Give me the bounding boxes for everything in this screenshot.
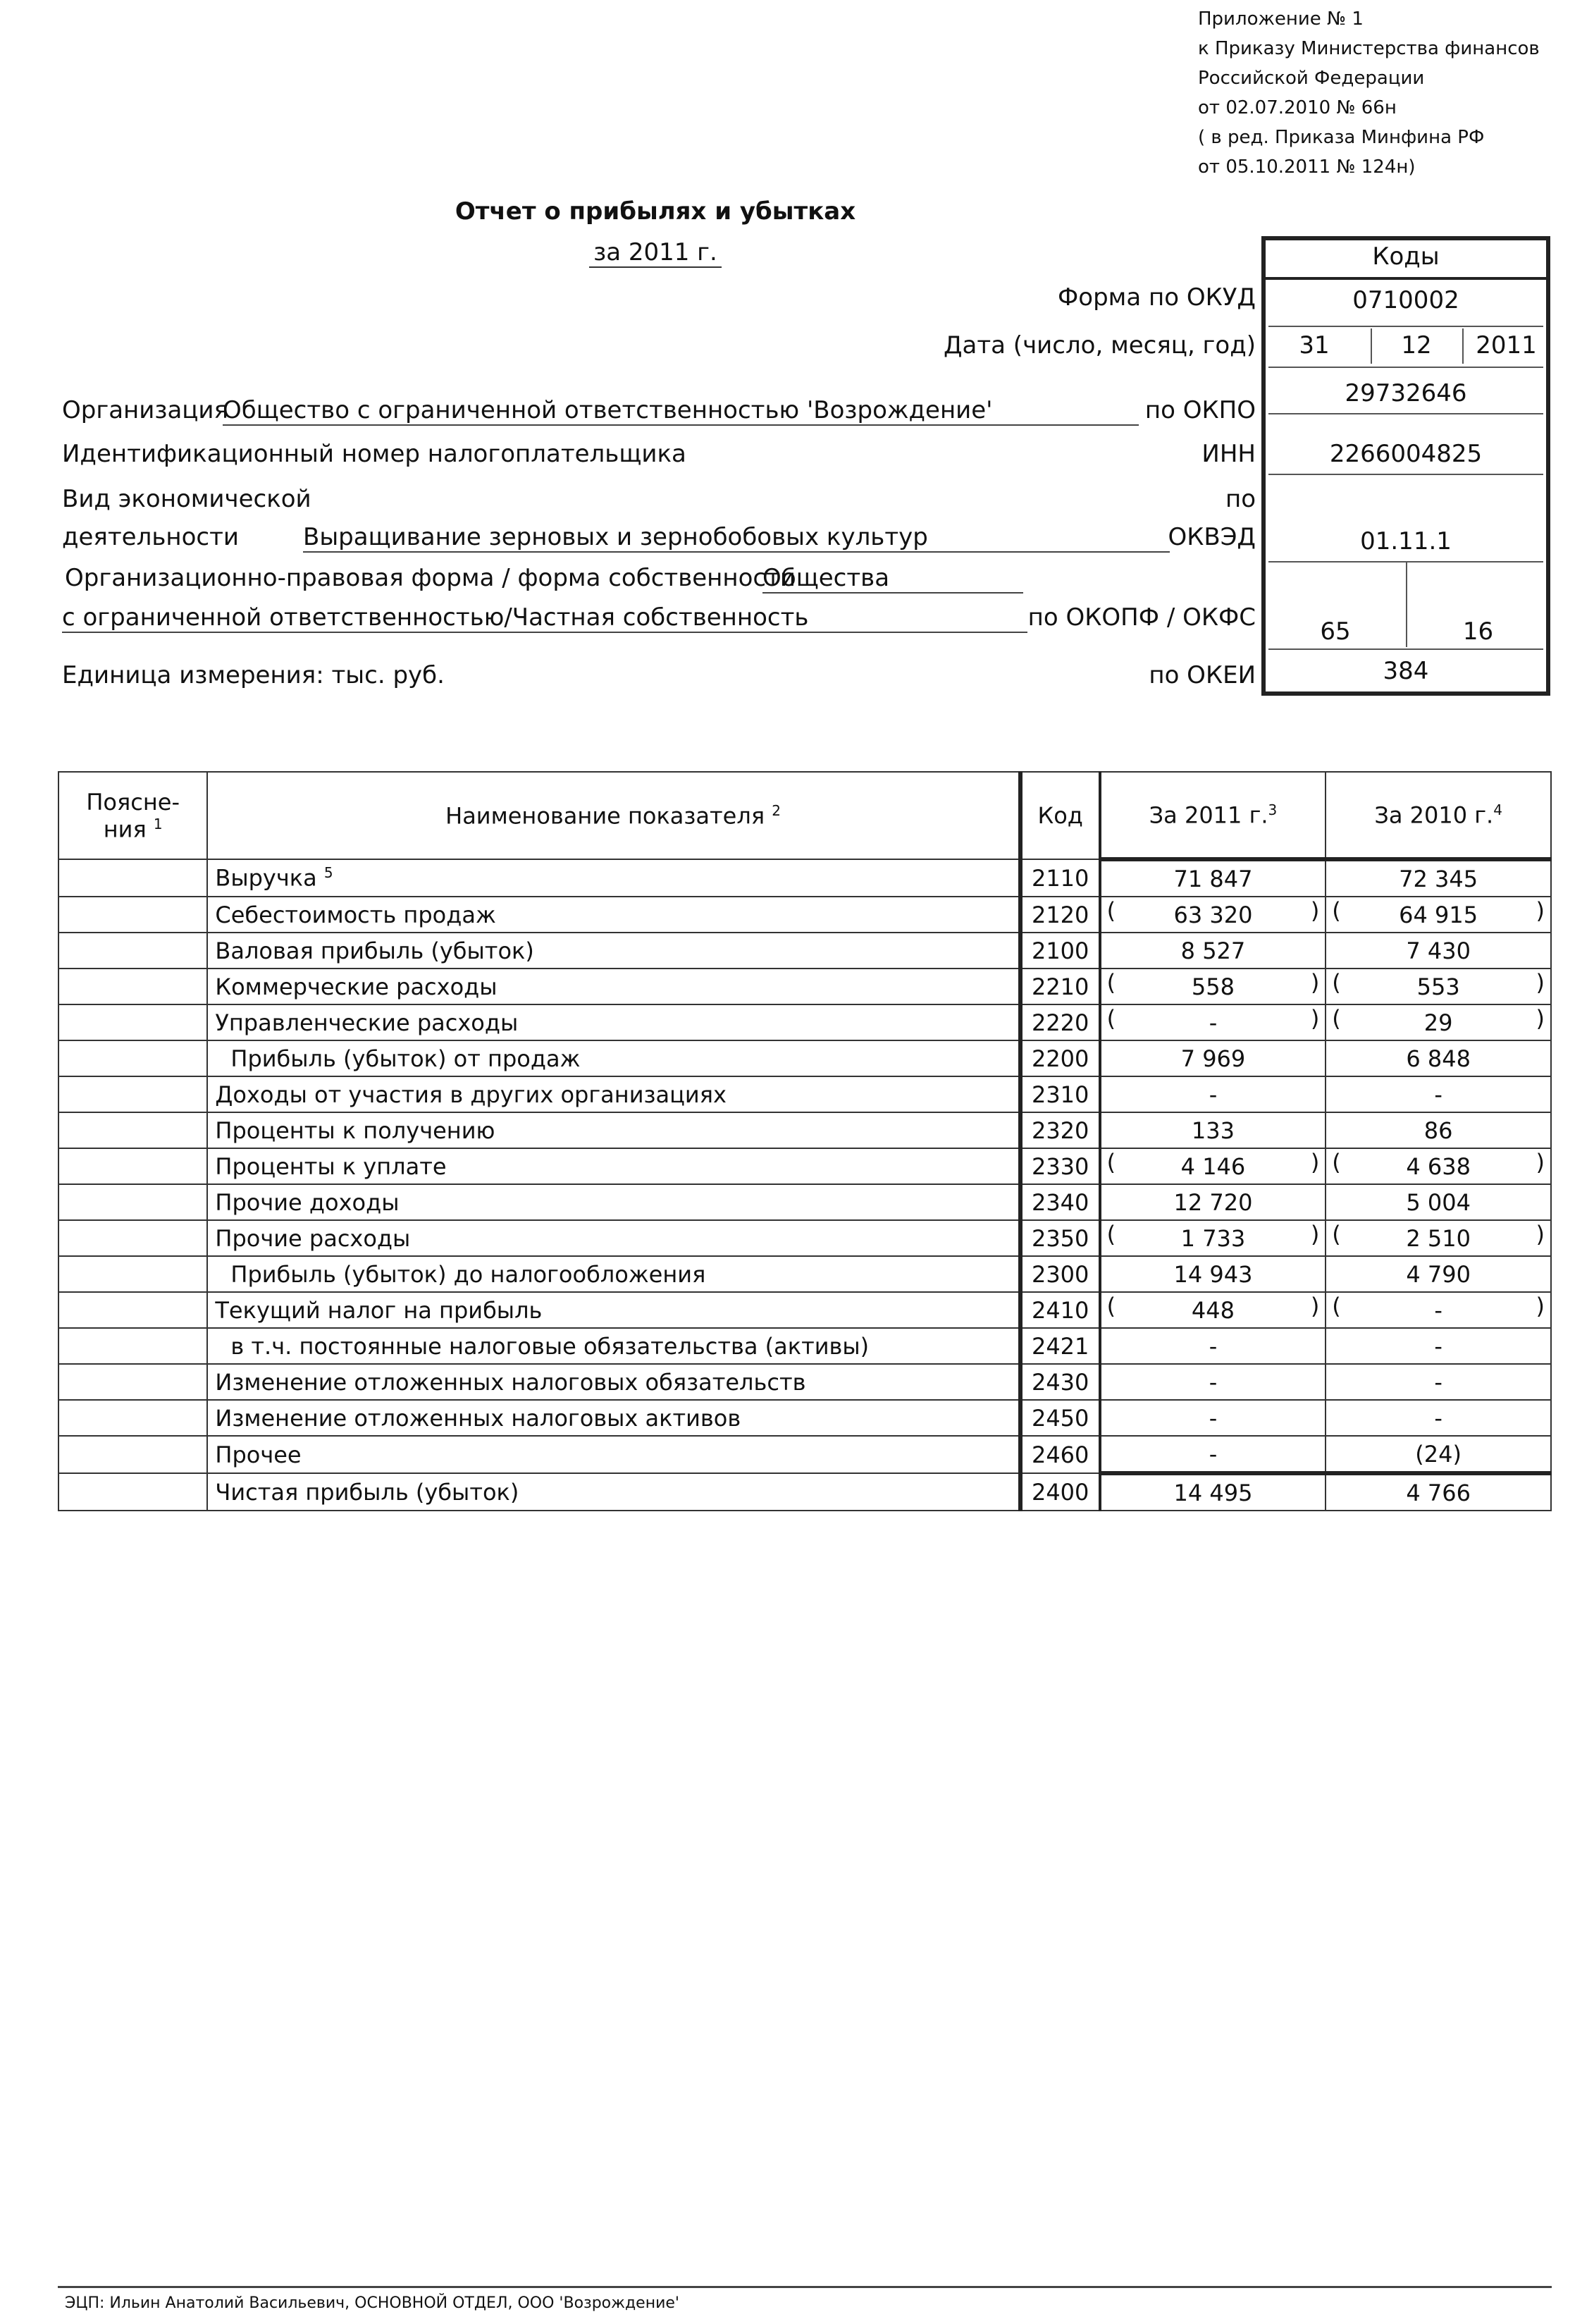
- value-text: (24): [1415, 1440, 1462, 1468]
- value-text: -: [1209, 1332, 1218, 1360]
- unit-label: Единица измерения: тыс. руб.: [62, 661, 445, 689]
- okved-value: 01.11.1: [1360, 527, 1452, 555]
- note-cell: [58, 859, 207, 897]
- line-code: 2450: [1020, 1400, 1100, 1436]
- okei-label: по ОКЕИ: [1149, 661, 1256, 689]
- paren: (: [1106, 1221, 1116, 1248]
- value-text: 29: [1423, 1009, 1453, 1036]
- value-text: 133: [1191, 1117, 1235, 1144]
- indicator-name: [207, 1292, 1020, 1328]
- appendix-line: от 02.07.2010 № 66н: [1198, 97, 1397, 118]
- note-cell: [58, 1040, 207, 1076]
- indicator-name: [207, 1473, 1020, 1511]
- line-code: 2340: [1020, 1184, 1100, 1220]
- value-text: 7 430: [1406, 937, 1471, 964]
- value-previous: [1326, 1112, 1551, 1148]
- value-current: [1100, 1436, 1326, 1473]
- indicator-name: [207, 1364, 1020, 1400]
- footer-divider: [58, 2286, 1552, 2288]
- indicator-name-text: Чистая прибыль (убыток): [215, 1478, 519, 1506]
- table-row: [58, 1112, 1551, 1148]
- table-row: [58, 1220, 1551, 1256]
- value-text: 12 720: [1173, 1188, 1253, 1216]
- indicator-name: [207, 1112, 1020, 1148]
- line-code: 2410: [1020, 1292, 1100, 1328]
- inn-label: Идентификационный номер налогоплательщика: [62, 440, 686, 468]
- table-row: [58, 1364, 1551, 1400]
- line-code: 2310: [1020, 1076, 1100, 1112]
- inn-code-label: ИНН: [1201, 440, 1256, 468]
- table-row: [58, 1076, 1551, 1112]
- footnote-marker: 1: [153, 815, 163, 832]
- org-name: Общество с ограниченной ответственностью 'Возрождение': [223, 396, 1139, 426]
- table-row: [58, 1436, 1551, 1473]
- indicator-name: [207, 933, 1020, 969]
- report-table: [58, 771, 1552, 1511]
- value-text: 2 510: [1406, 1224, 1471, 1252]
- inn-value: 2266004825: [1329, 440, 1483, 468]
- indicator-name: [207, 1328, 1020, 1364]
- appendix-line: ( в ред. Приказа Минфина РФ: [1198, 127, 1485, 148]
- paren: ): [1310, 1293, 1320, 1320]
- org-label: Организация: [62, 396, 228, 424]
- value-text: 14 943: [1173, 1260, 1253, 1288]
- value-previous: [1326, 1364, 1551, 1400]
- value-text: 5 004: [1406, 1188, 1471, 1216]
- paren: ): [1310, 897, 1320, 924]
- indicator-name-text: Изменение отложенных налоговых активов: [215, 1404, 741, 1432]
- value-text: 4 146: [1180, 1152, 1246, 1180]
- okopf-value: 65: [1320, 617, 1351, 646]
- paren: (: [1106, 969, 1116, 996]
- value-current: [1100, 1040, 1326, 1076]
- codes-divider: [1268, 326, 1543, 327]
- okpo-label: по ОКПО: [1144, 396, 1256, 424]
- indicator-name-text: Проценты к получению: [215, 1117, 495, 1144]
- indicator-name-text: Прочее: [215, 1441, 302, 1468]
- value-current: [1100, 1148, 1326, 1184]
- value-text: -: [1434, 1081, 1442, 1108]
- paren: (: [1332, 1005, 1341, 1032]
- value-current: [1100, 859, 1326, 897]
- value-text: 6 848: [1406, 1045, 1471, 1072]
- digital-signature: ЭЦП: Ильин Анатолий Васильевич, ОСНОВНОЙ ОТДЕЛ, ООО 'Возрождение': [65, 2294, 679, 2312]
- appendix-line: к Приказу Министерства финансов: [1198, 38, 1540, 59]
- col-header-note: [58, 772, 207, 859]
- paren: ): [1536, 969, 1545, 996]
- indicator-name-text: Выручка: [215, 864, 317, 892]
- paren: ): [1536, 1005, 1545, 1032]
- date-divider: [1371, 328, 1372, 364]
- codes-heading: Коды: [1261, 236, 1550, 280]
- paren: (: [1106, 1005, 1116, 1032]
- indicator-name: [207, 1220, 1020, 1256]
- codes-divider: [1268, 413, 1543, 414]
- value-text: 63 320: [1173, 901, 1253, 928]
- line-code: 2320: [1020, 1112, 1100, 1148]
- value-current: [1100, 969, 1326, 1004]
- document-title: Отчет о прибылях и убытках: [455, 197, 856, 226]
- okved-label: ОКВЭД: [1168, 523, 1256, 551]
- value-previous: [1326, 1400, 1551, 1436]
- value-text: -: [1209, 1404, 1218, 1432]
- legal-form-label: Организационно-правовая форма / форма собственности: [65, 564, 796, 592]
- value-previous: [1326, 1292, 1551, 1328]
- value-previous: [1326, 1256, 1551, 1292]
- value-current: [1100, 1076, 1326, 1112]
- note-cell: [58, 1400, 207, 1436]
- indicator-name: [207, 969, 1020, 1004]
- value-text: 86: [1423, 1117, 1453, 1144]
- value-previous: [1326, 933, 1551, 969]
- legal-form-value: с ограниченной ответственностью/Частная собственность: [62, 603, 1027, 633]
- value-text: -: [1209, 1009, 1218, 1036]
- note-cell: [58, 1292, 207, 1328]
- table-row: [58, 1148, 1551, 1184]
- note-cell: [58, 897, 207, 933]
- note-cell: [58, 1184, 207, 1220]
- date-divider: [1462, 328, 1464, 364]
- paren: (: [1332, 897, 1341, 924]
- value-text: -: [1434, 1404, 1442, 1432]
- value-text: -: [1434, 1296, 1442, 1324]
- col-header-name-text: Наименование показателя: [445, 802, 765, 830]
- value-current: [1100, 1473, 1326, 1511]
- paren: (: [1332, 1149, 1341, 1176]
- value-current: [1100, 1112, 1326, 1148]
- paren: ): [1310, 969, 1320, 996]
- note-cell: [58, 1328, 207, 1364]
- appendix-line: Приложение № 1: [1198, 8, 1364, 30]
- line-code: 2421: [1020, 1328, 1100, 1364]
- indicator-name-text: Прочие расходы: [215, 1224, 411, 1252]
- okopf-label: по ОКОПФ / ОКФС: [1027, 603, 1256, 632]
- value-text: 1 733: [1180, 1224, 1246, 1252]
- indicator-name: [207, 1004, 1020, 1040]
- value-previous: [1326, 1436, 1551, 1473]
- value-text: 7 969: [1180, 1045, 1246, 1072]
- indicator-name-text: Прибыль (убыток) от продаж: [230, 1045, 581, 1072]
- paren: ): [1536, 1293, 1545, 1320]
- codes-divider: [1268, 648, 1543, 650]
- paren: (: [1332, 969, 1341, 996]
- indicator-name: [207, 897, 1020, 933]
- line-code: 2100: [1020, 933, 1100, 969]
- activity-label: Вид экономической: [62, 485, 311, 513]
- value-text: 4 790: [1406, 1260, 1471, 1288]
- indicator-name: [207, 1040, 1020, 1076]
- line-code: 2430: [1020, 1364, 1100, 1400]
- col-header-name: [207, 772, 1020, 859]
- table-row: [58, 1040, 1551, 1076]
- line-code: 2460: [1020, 1436, 1100, 1473]
- value-current: [1100, 1328, 1326, 1364]
- table-row: [58, 1328, 1551, 1364]
- indicator-name-text: Коммерческие расходы: [215, 973, 498, 1000]
- line-code: 2210: [1020, 969, 1100, 1004]
- value-current: [1100, 933, 1326, 969]
- line-code: 2200: [1020, 1040, 1100, 1076]
- activity-label: деятельности: [62, 523, 239, 551]
- note-cell: [58, 1220, 207, 1256]
- table-row: [58, 897, 1551, 933]
- table-row: [58, 1292, 1551, 1328]
- value-text: -: [1434, 1332, 1442, 1360]
- footnote-marker: 2: [772, 801, 781, 819]
- paren: (: [1332, 1221, 1341, 1248]
- indicator-name-text: Текущий налог на прибыль: [215, 1296, 543, 1324]
- paren: ): [1310, 1149, 1320, 1176]
- okei-value: 384: [1383, 657, 1429, 685]
- value-previous: [1326, 1040, 1551, 1076]
- value-previous: [1326, 897, 1551, 933]
- footnote-marker: 4: [1493, 801, 1502, 818]
- line-code: 2120: [1020, 897, 1100, 933]
- value-text: 64 915: [1399, 901, 1478, 928]
- value-current: [1100, 1400, 1326, 1436]
- table-row: [58, 1473, 1551, 1511]
- okud-label: Форма по ОКУД: [1058, 283, 1256, 312]
- table-row: [58, 969, 1551, 1004]
- okpo-value: 29732646: [1345, 379, 1467, 407]
- note-cell: [58, 1364, 207, 1400]
- col-header-previous: [1326, 772, 1551, 859]
- value-previous: [1326, 1184, 1551, 1220]
- indicator-name-text: Доходы от участия в других организациях: [215, 1081, 727, 1108]
- value-previous: [1326, 1220, 1551, 1256]
- col-header-code: [1020, 772, 1100, 859]
- value-previous: [1326, 1004, 1551, 1040]
- indicator-name: [207, 1076, 1020, 1112]
- value-current: [1100, 897, 1326, 933]
- col-header-note-text: Поясне-: [86, 788, 180, 816]
- paren: (: [1106, 897, 1116, 924]
- indicator-name-text: Прибыль (убыток) до налогообложения: [230, 1260, 706, 1288]
- table-row: [58, 1184, 1551, 1220]
- value-previous: [1326, 1148, 1551, 1184]
- legal-form-value: Общества: [762, 564, 1023, 594]
- indicator-name-text: Прочие доходы: [215, 1188, 400, 1216]
- footnote-marker: 5: [323, 864, 333, 882]
- appendix-line: от 05.10.2011 № 124н): [1198, 156, 1416, 178]
- line-code: 2330: [1020, 1148, 1100, 1184]
- appendix-line: Российской Федерации: [1198, 68, 1425, 89]
- value-previous: [1326, 1076, 1551, 1112]
- value-text: 553: [1416, 973, 1460, 1000]
- value-current: [1100, 1256, 1326, 1292]
- table-row: [58, 933, 1551, 969]
- date-label: Дата (число, месяц, год): [943, 331, 1256, 359]
- indicator-name: [207, 1184, 1020, 1220]
- paren: (: [1106, 1293, 1116, 1320]
- activity-value: Выращивание зерновых и зернобобовых культур: [303, 523, 1170, 553]
- value-text: 14 495: [1173, 1479, 1253, 1506]
- value-text: 558: [1191, 973, 1235, 1000]
- value-text: 448: [1191, 1296, 1235, 1324]
- table-row: [58, 859, 1551, 897]
- paren: ): [1310, 1005, 1320, 1032]
- codes-divider: [1268, 367, 1543, 368]
- okopf-divider: [1406, 562, 1407, 647]
- line-code: 2300: [1020, 1256, 1100, 1292]
- value-text: -: [1209, 1368, 1218, 1396]
- table-row: [58, 1004, 1551, 1040]
- col-header-previous-text: За 2010 г.: [1374, 801, 1494, 829]
- col-header-current-text: За 2011 г.: [1149, 801, 1268, 829]
- note-cell: [58, 1436, 207, 1473]
- note-cell: [58, 933, 207, 969]
- line-code: 2110: [1020, 859, 1100, 897]
- value-previous: [1326, 1328, 1551, 1364]
- value-text: -: [1209, 1081, 1218, 1108]
- indicator-name: [207, 1148, 1020, 1184]
- paren: (: [1332, 1293, 1341, 1320]
- col-header-code-text: Код: [1037, 802, 1083, 829]
- col-header-current: [1100, 772, 1326, 859]
- note-cell: [58, 1076, 207, 1112]
- report-period: [0, 238, 1311, 266]
- note-cell: [58, 1148, 207, 1184]
- indicator-name-text: Изменение отложенных налоговых обязательств: [215, 1368, 806, 1396]
- report-period-text: за 2011 г.: [589, 238, 722, 268]
- date-day: 31: [1299, 331, 1330, 359]
- table-header-row: [58, 772, 1551, 859]
- indicator-name: [207, 859, 1020, 897]
- okved-label: по: [1225, 485, 1256, 513]
- value-text: 71 847: [1173, 865, 1253, 892]
- note-cell: [58, 1112, 207, 1148]
- note-cell: [58, 1473, 207, 1511]
- paren: ): [1536, 1149, 1545, 1176]
- note-cell: [58, 969, 207, 1004]
- value-text: 8 527: [1180, 937, 1246, 964]
- table-row: [58, 1400, 1551, 1436]
- table-row: [58, 1256, 1551, 1292]
- value-current: [1100, 1004, 1326, 1040]
- value-text: -: [1434, 1368, 1442, 1396]
- paren: (: [1106, 1149, 1116, 1176]
- value-previous: [1326, 1473, 1551, 1511]
- indicator-name-text: в т.ч. постоянные налоговые обязательства (активы): [230, 1332, 870, 1360]
- indicator-name: [207, 1256, 1020, 1292]
- indicator-name: [207, 1436, 1020, 1473]
- line-code: 2220: [1020, 1004, 1100, 1040]
- col-header-note-text: ния: [103, 816, 147, 843]
- value-previous: [1326, 859, 1551, 897]
- codes-divider: [1268, 474, 1543, 475]
- line-code: 2350: [1020, 1220, 1100, 1256]
- note-cell: [58, 1004, 207, 1040]
- value-text: 4 766: [1406, 1479, 1471, 1506]
- indicator-name-text: Валовая прибыль (убыток): [215, 937, 534, 964]
- value-current: [1100, 1292, 1326, 1328]
- paren: ): [1536, 1221, 1545, 1248]
- date-year: 2011: [1476, 331, 1537, 359]
- footnote-marker: 3: [1268, 801, 1278, 818]
- indicator-name-text: Управленческие расходы: [215, 1009, 519, 1036]
- paren: ): [1536, 897, 1545, 924]
- indicator-name-text: Себестоимость продаж: [215, 901, 496, 928]
- value-current: [1100, 1364, 1326, 1400]
- value-text: 72 345: [1399, 865, 1478, 892]
- value-text: 4 638: [1406, 1152, 1471, 1180]
- value-current: [1100, 1184, 1326, 1220]
- indicator-name: [207, 1400, 1020, 1436]
- value-current: [1100, 1220, 1326, 1256]
- indicator-name-text: Проценты к уплате: [215, 1152, 447, 1180]
- date-month: 12: [1401, 331, 1432, 359]
- okfs-value: 16: [1462, 617, 1494, 646]
- value-previous: [1326, 969, 1551, 1004]
- paren: ): [1310, 1221, 1320, 1248]
- line-code: 2400: [1020, 1473, 1100, 1511]
- appendix-note: [1198, 4, 1540, 182]
- value-text: -: [1209, 1440, 1218, 1468]
- note-cell: [58, 1256, 207, 1292]
- okud-value: 0710002: [1352, 286, 1459, 314]
